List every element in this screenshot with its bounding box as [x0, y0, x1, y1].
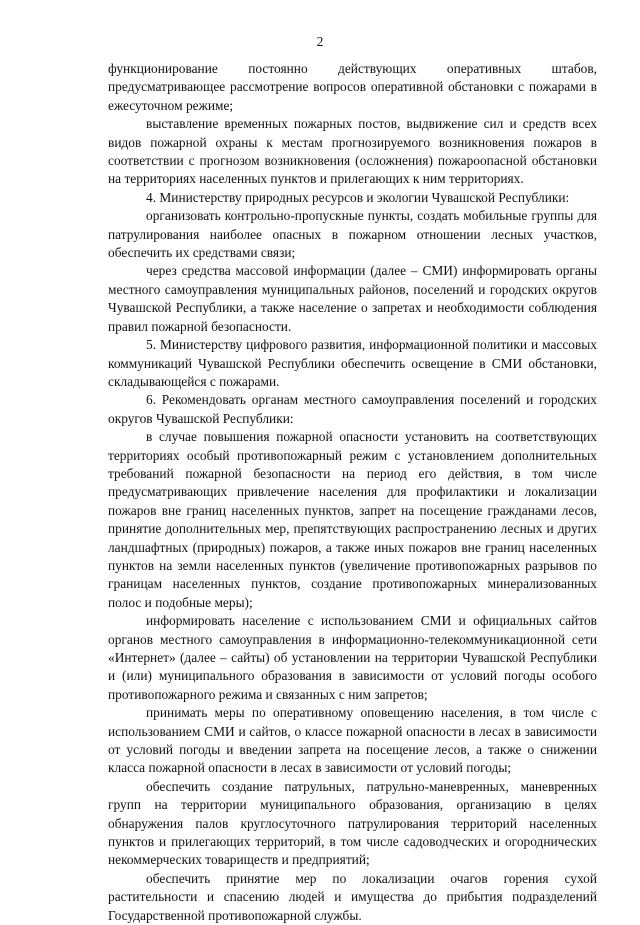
paragraph-10: принимать меры по оперативному оповещению населения, в том числе с использованием СМИ и сайтов, о классе пожарной опасности в лесах в зависимости от условий погоды и введении запрета на посещение лесов, а также о снижении класса пожарной опасности в лесах в зависимости от условий погоды; — [108, 705, 597, 776]
paragraph-2: выставление временных пожарных постов, выдвижение сил и средств всех видов пожарной охраны к местам прогнозируемого возникновения пожаров в соответствии с прогнозом возникновения (осложнения) пожароопасной обстановки на территориях населенных пунктов и прилегающих к ним территориях. — [108, 116, 597, 187]
paragraph-4: организовать контрольно-пропускные пункты, создать мобильные группы для патрулирования наиболее опасных в пожарном отношении лесных участков, обеспечить их средствами связи; — [108, 208, 597, 261]
paragraph-6: 5. Министерству цифрового развития, информационной политики и массовых коммуникаций Чувашской Республики обеспечить освещение в СМИ обстановки, складывающейся с пожарами. — [108, 337, 597, 389]
paragraph-7: 6. Рекомендовать органам местного самоуправления поселений и городских округов Чувашской Республики: — [108, 392, 597, 426]
page-number: 2 — [316, 34, 324, 49]
paragraph-5: через средства массовой информации (далее – СМИ) информировать органы местного самоуправления муниципальных районов, поселений и городских округов Чувашской Республики, а также население о запретах и необходимости соблюдения правил пожарной безопасности. — [108, 263, 597, 334]
paragraph-12: обеспечить принятие мер по локализации очагов горения сухой растительности и спасению людей и имущества до прибытия подразделений Государственной противопожарной службы. — [108, 870, 597, 923]
paragraph-9: информировать население с использованием СМИ и официальных сайтов органов местного самоуправления в информационно-телекоммуникационной сети «Интернет» (далее – сайты) об установлении на территории Чувашской Республики и (или) муниципального образования в зависимости от условий погоды особого противопожарного режима и связанных с ним запретов; — [108, 613, 597, 702]
paragraph-11: обеспечить создание патрульных, патрульно-маневренных, маневренных групп на территории муниципального образования, организацию в целях обнаружения палов круглосуточного патрулирования территорий населенных пунктов и прилегающих территорий, в том числе садоводческих и огороднических некоммерческих товариществ и предприятий; — [108, 778, 597, 868]
paragraph-3: 4. Министерству природных ресурсов и экологии Чувашской Республики: — [146, 189, 570, 205]
paragraph-8: в случае повышения пожарной опасности установить на соответствующих территориях особый противопожарный режим с установлением дополнительных требований пожарной безопасности на период его действия, в том числе предусматривающих привлечение населения для профилактики и локализации пожаров вне границ населенных пунктов, запрет на посещение гражданами лесов, принятие дополнительных мер, препятствующих распространению лесных и других ландшафтных (природных) пожаров, а также иных пожаров вне границ населенных пунктов на земли населенных пунктов (увеличение противопожарных разрывов по границам населенных пунктов, создание противопожарных минерализованных полос и подобные меры); — [108, 429, 597, 610]
paragraph-1: функционирование постоянно действующих оперативных штабов, предусматривающее рассмотрение вопросов оперативной обстановки с пожарами в ежесуточном режиме; — [108, 61, 597, 113]
document-body — [108, 60, 597, 925]
